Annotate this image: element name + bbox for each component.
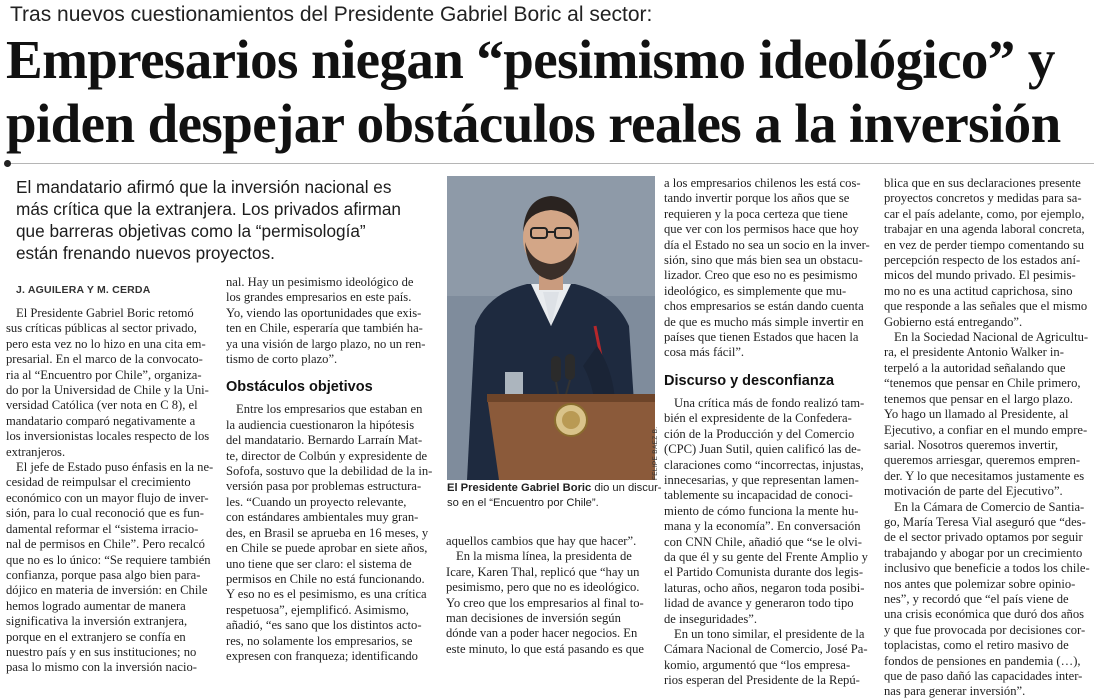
text-line: komio, argumentó que “los empresa- <box>664 657 851 672</box>
subhead-discurso: Discurso y desconfianza <box>664 372 835 389</box>
text-line: nas para generar inversión”. <box>884 684 1026 699</box>
text-line: do por la Universidad de Chile y la Uni- <box>6 383 209 398</box>
text-line: confianza, porque pasa algo bien para- <box>6 567 201 582</box>
text-line: en Chile se puede aprobar en siete años, <box>226 541 428 556</box>
text-line: de el sector privado optamos por seguir <box>884 530 1083 545</box>
text-line: Una crítica más de fondo realizó tam- <box>674 395 865 410</box>
text-line: sión, para lo cual reconoció que es fun- <box>6 506 204 521</box>
article-deck <box>16 176 436 264</box>
text-line: de inseguridades”. <box>664 611 758 626</box>
text-line: que ver con los permisos hace que hoy <box>664 222 859 237</box>
text-line: nuestro país y en sus instituciones; no <box>6 644 197 659</box>
text-line: man decisiones de inversión según <box>446 611 621 626</box>
deck-line: están frenando nuevos proyectos. <box>16 243 275 263</box>
text-line: car el país adelante, como, por ejemplo, <box>884 206 1085 221</box>
text-line: añadió, “es sano que los distintos acto- <box>226 618 422 633</box>
body-column-5 <box>884 176 1096 700</box>
text-line: pasa lo mismo con la inversión nacio- <box>6 660 197 675</box>
text-line: versión pasa por problemas estructura- <box>226 479 422 494</box>
text-line: día el Estado no sea un socio en la inver- <box>664 237 870 252</box>
text-line: versidad Católica (ver nota en C 8), el <box>6 398 198 413</box>
text-line: En la Sociedad Nacional de Agricultu- <box>894 330 1089 345</box>
text-line: sarial. Nosotros queremos invertir, <box>884 437 1059 452</box>
text-line: una crisis económica que duró dos años <box>884 607 1085 622</box>
text-line: res, no solamente los empresarios, se <box>226 633 413 648</box>
text-line: los inversionistas locales respecto de los <box>6 429 210 444</box>
text-line: nes”, y recordó que “el país viene de <box>884 591 1069 606</box>
text-line: Sofofa, sostuvo que la debilidad de la in- <box>226 464 433 479</box>
boric-photo <box>447 176 655 480</box>
body-column-4 <box>664 176 874 689</box>
caption-rest: dio un discur- <box>591 482 662 494</box>
deck-line: El mandatario afirmó que la inversión nacional es <box>16 177 392 197</box>
text-line: Icare, Karen Thal, replicó que “hay un <box>446 564 640 579</box>
text-line: percepción respecto de los estados aní- <box>884 253 1081 268</box>
text-line: les. “Cuando un proyecto relevante, <box>226 494 407 509</box>
text-line: des, en Brasil se aprueba en 16 meses, y <box>226 525 429 540</box>
column-4-body <box>664 396 874 689</box>
text-line: extranjeros. <box>6 444 66 459</box>
text-line: de que es mucho más simple invertir en <box>664 314 864 329</box>
text-line: motivación de parte del Ejecutivo”. <box>884 484 1063 499</box>
headline-line-1: Empresarios niegan “pesimismo ideológico” y <box>6 29 1055 90</box>
text-line: queremos arriesgar, queremos empren- <box>884 453 1081 468</box>
text-line: pero esta vez no lo hizo en una cita em- <box>6 336 206 351</box>
text-line: nal de permisos en Chile”. Pero recalcó <box>6 537 205 552</box>
text-line: uno tiene que ser claro: el sistema de <box>226 556 412 571</box>
text-line: “tenemos que pensar en Chile primero, <box>884 376 1081 391</box>
text-line: tismo de corto plazo”. <box>226 352 338 367</box>
text-line: sus críticas públicas al sector privado, <box>6 321 197 336</box>
text-line: lidad de avance y generaron todo tipo <box>664 596 854 611</box>
text-line: a los empresarios chilenos les está cos- <box>664 176 861 190</box>
text-line: ria al “Encuentro por Chile”, organiza- <box>6 367 202 382</box>
text-line: y que fue provocada por decisiones cor- <box>884 622 1086 637</box>
text-line: trabajando y abogar por un crecimiento <box>884 545 1083 560</box>
text-line: tablemente su incapacidad de conoci- <box>664 488 853 503</box>
text-line: con CNN Chile, añadió que “se le olvi- <box>664 534 862 549</box>
text-line: laturas, ocho años, negaron toda posibi- <box>664 580 865 595</box>
caption-line <box>447 481 662 496</box>
deck-line: que barreras objetivas como la “permisología” <box>16 221 366 241</box>
text-line: Cámara Nacional de Comercio, José Pa- <box>664 642 868 657</box>
text-line: la audiencia cuestionaron la hipótesis <box>226 417 415 432</box>
text-line: da que él y su gente del Frente Amplio y <box>664 549 868 564</box>
text-line: chos empresarios se están dando cuenta <box>664 299 864 314</box>
text-line: lizador. Creo que eso no es pesimismo <box>664 268 858 283</box>
headline-rule <box>6 163 1094 164</box>
article-headline <box>6 28 1096 156</box>
text-line: permisos en Chile no está funcionando. <box>226 571 425 586</box>
text-line: requieren y la poca certeza que tiene <box>664 206 848 221</box>
spacer <box>664 361 874 370</box>
text-line: Yo hago un llamado al Presidente, al <box>884 407 1069 422</box>
text-line: proyectos concretos y medidas para sa- <box>884 191 1082 206</box>
text-line: los grandes empresarios en este país. <box>226 290 412 305</box>
text-line: Yo creo que los empresarios al final to- <box>446 595 644 610</box>
text-line: der. Y lo que necesitamos justamente es <box>884 468 1085 483</box>
text-line: tenemos que pensar en el largo plazo. <box>884 391 1073 406</box>
text-line: presarial. En el marco de la convocato- <box>6 352 203 367</box>
caption-line: so en el “Encuentro por Chile”. <box>447 497 599 509</box>
text-line: te, director de Colbún y expresidente de <box>226 448 428 463</box>
rule-dot-icon <box>4 160 11 167</box>
body-column-1 <box>6 306 218 676</box>
press-photo-icon <box>447 176 655 480</box>
text-line: hemos logrado aumentar de manera <box>6 598 186 613</box>
text-line: en vez de perder tiempo comentando su <box>884 237 1085 252</box>
text-line: damental reformar el “sistema irracio- <box>6 521 199 536</box>
text-line: ya una visión de largo plazo, no un ren- <box>226 336 426 351</box>
column-2-intro <box>226 275 440 367</box>
text-line: que de paso dañó las capacidades inter- <box>884 669 1083 683</box>
text-line: terpeló a la autoridad señalando que <box>884 360 1066 375</box>
text-line: significativa la inversión extranjera, <box>6 614 188 629</box>
text-line: nos antes que polemizar sobre opinio- <box>884 576 1076 591</box>
text-line: este minuto, lo que está pasando es que <box>446 641 644 656</box>
text-line: cosa más fácil”. <box>664 345 745 360</box>
text-line: expresen con franqueza; identificando <box>226 648 418 663</box>
text-line: Y eso no es el pesimismo, es una crítica <box>226 587 427 602</box>
text-line: ra, el presidente Antonio Walker in- <box>884 345 1064 360</box>
text-line: (CPC) Juan Sutil, quien calificó las de- <box>664 442 861 457</box>
text-line: respetuosa”, ejemplificó. Asimismo, <box>226 602 409 617</box>
text-line: sión, sino que más bien sea un obstacu- <box>664 253 863 268</box>
text-line: países que tienen Estados que hacen la <box>664 330 859 345</box>
text-line: El jefe de Estado puso énfasis en la ne- <box>16 460 214 475</box>
article-kicker: Tras nuevos cuestionamientos del Presidente Gabriel Boric al sector: <box>10 3 653 26</box>
text-line: nal. Hay un pesimismo ideológico de <box>226 275 414 289</box>
body-column-2 <box>226 275 440 664</box>
text-line: tando invertir porque los años que se <box>664 191 850 206</box>
text-line: cesidad de reimpulsar el crecimiento <box>6 475 191 490</box>
text-line: mandatario comparó negativamente a <box>6 413 196 428</box>
text-line: claraciones como “incorrectas, injustas, <box>664 457 864 472</box>
text-line: En un tono similar, el presidente de la <box>674 626 865 641</box>
text-line: mana y la economía”. En conversación <box>664 519 861 534</box>
article-byline: J. AGUILERA Y M. CERDA <box>16 284 151 296</box>
text-line: El Presidente Gabriel Boric retomó <box>16 306 194 320</box>
text-line: dónde van a poder hacer negocios. En <box>446 626 638 641</box>
deck-line: más crítica que la extranjera. Los privados afirman <box>16 199 401 219</box>
text-line: miento de cómo funciona la mente hu- <box>664 503 859 518</box>
text-line: Entre los empresarios que estaban en <box>236 402 423 417</box>
text-line: rios esperan del Presidente de la Repú- <box>664 673 860 688</box>
photo-credit: FELIPE BAEZ B. <box>652 426 659 480</box>
headline-line-2: piden despejar obstáculos reales a la inversión <box>6 93 1061 154</box>
text-line: que responde a las señales que el mismo <box>884 299 1088 314</box>
text-line: fondos de pensiones en pandemia (…), <box>884 653 1081 668</box>
text-line: dójico en materia de inversión: en Chile <box>6 583 208 598</box>
text-line: bién el expresidente de la Confedera- <box>664 411 852 426</box>
text-line: porque en el extranjero se confía en <box>6 629 186 644</box>
text-line: trabajar en una agenda laboral concreta, <box>884 222 1085 237</box>
text-line: mo no es una actitud caprichosa, sino <box>884 283 1073 298</box>
text-line: aquellos cambios que hay que hacer”. <box>446 534 637 548</box>
text-line: blica que en sus declaraciones presente <box>884 176 1081 190</box>
photo-caption <box>447 481 662 511</box>
text-line: ten en Chile, esperaría que también ha- <box>226 321 423 336</box>
text-line: toplacistas, como el retiro masivo de <box>884 638 1069 653</box>
text-line: micos del mundo privado. El pesimis- <box>884 268 1076 283</box>
subhead-obstaculos: Obstáculos objetivos <box>226 379 373 396</box>
body-column-3 <box>446 534 656 657</box>
column-2-body <box>226 402 440 664</box>
text-line: Gobierno está entregando”. <box>884 314 1023 329</box>
text-line: del mandatario. Bernardo Larraín Mat- <box>226 433 423 448</box>
text-line: En la Cámara de Comercio de Santia- <box>894 499 1085 514</box>
text-line: pesimismo, pero que no es ideológico. <box>446 580 640 595</box>
text-line: ción de la Producción y del Comercio <box>664 426 855 441</box>
text-line: Ejecutivo, a confiar en el mundo empre- <box>884 422 1088 437</box>
text-line: go, María Teresa Vial aseguró que “des- <box>884 514 1086 529</box>
text-line: con estándares ambientales muy gran- <box>226 510 419 525</box>
text-line: ideológico, es simplemente que mu- <box>664 283 847 298</box>
text-line: inclusivo que beneficie a todos los chile- <box>884 561 1090 576</box>
text-line: económico con un mayor flujo de inver- <box>6 490 209 505</box>
text-line: En la misma línea, la presidenta de <box>456 549 632 564</box>
caption-bold: El Presidente Gabriel Boric <box>447 482 592 494</box>
text-line: innecesarias, y que representan lamen- <box>664 472 859 487</box>
text-line: que no es lo único: “Se requiere también <box>6 552 211 567</box>
text-line: Yo, viendo las oportunidades que exis- <box>226 305 422 320</box>
spacer <box>226 367 440 376</box>
column-4-intro <box>664 176 874 361</box>
text-line: el Partido Comunista durante dos legis- <box>664 565 864 580</box>
